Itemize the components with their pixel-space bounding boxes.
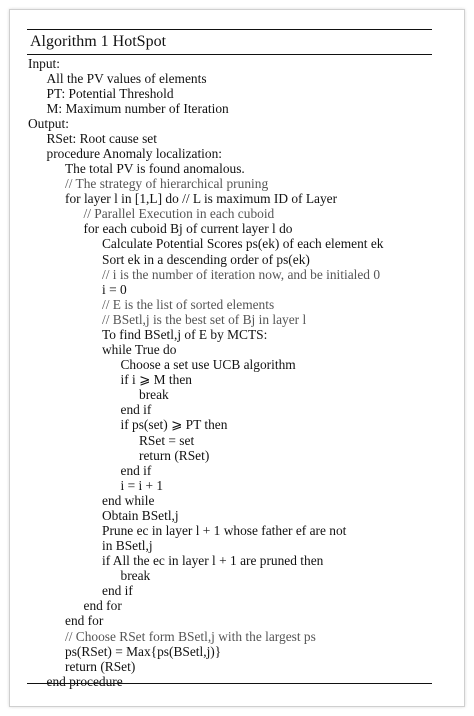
algorithm-line: ps(RSet) = Max{ps(BSetl,j)} [65, 643, 222, 659]
algorithm-line: M: Maximum number of Iteration [46, 100, 229, 116]
bottom-rule [27, 683, 432, 684]
algorithm-line: RSet: Root cause set [46, 130, 157, 146]
algorithm-comment-line: // The strategy of hierarchical pruning [65, 176, 269, 192]
algorithm-line: Obtain BSetl,j [102, 507, 179, 523]
algorithm-comment-line: // Choose RSet form BSetl,j with the largest ps [65, 628, 316, 644]
algorithm-line: procedure Anomaly localization: [46, 145, 223, 161]
algorithm-line: Calculate Potential Scores ps(ek) of each element ek [102, 236, 384, 252]
algorithm-line: end if [120, 402, 152, 418]
algorithm-line: break [139, 387, 169, 403]
algorithm-line: Choose a set use UCB algorithm [120, 357, 296, 373]
algorithm-line: Input: [28, 55, 60, 71]
algorithm-line: Sort ek in a descending order of ps(ek) [102, 251, 310, 267]
algorithm-line: if i ⩾ M then [120, 372, 192, 388]
algorithm-line: end while [102, 492, 155, 508]
algorithm-line: To find BSetl,j of E by MCTS: [102, 326, 268, 342]
title-rule [27, 54, 432, 55]
algorithm-line: RSet = set [139, 432, 195, 448]
algorithm-line: while True do [102, 342, 177, 358]
algorithm-line: PT: Potential Threshold [46, 85, 174, 101]
algorithm-line: end if [120, 462, 152, 478]
algorithm-line: for each cuboid Bj of current layer l do [83, 221, 293, 237]
algorithm-line: The total PV is found anomalous. [65, 161, 245, 177]
algorithm-comment-line: // i is the number of iteration now, and be initialed 0 [102, 266, 381, 282]
algorithm-line: Output: [28, 115, 69, 131]
algorithm-line: end if [102, 583, 133, 599]
algorithm-line: Prune ec in layer l + 1 whose father ef are not [102, 522, 347, 538]
algorithm-line: i = 0 [102, 281, 127, 297]
algorithm-line: All the PV values of elements [46, 70, 207, 86]
algorithm-line: end for [65, 613, 104, 629]
algorithm-line: return (RSet) [139, 447, 210, 463]
algorithm-line: i = i + 1 [120, 477, 164, 493]
algorithm-line: break [120, 568, 151, 584]
algorithm-line: return (RSet) [65, 658, 136, 674]
algorithm-line: if ps(set) ⩾ PT then [120, 417, 228, 433]
algorithm-line: in BSetl,j [102, 538, 153, 554]
algorithm-comment-line: // E is the list of sorted elements [102, 296, 275, 312]
algorithm-title: Algorithm 1 HotSpot [30, 33, 167, 50]
algorithm-line: end procedure [46, 673, 123, 689]
algorithm-line: end for [83, 598, 122, 614]
algorithm-line: for layer l in [1,L] do // L is maximum ID of Layer [65, 191, 338, 207]
top-rule [27, 29, 432, 30]
algorithm-comment-line: // BSetl,j is the best set of Bj in layer l [102, 311, 307, 327]
algorithm-line: if All the ec in layer l + 1 are pruned then [102, 553, 324, 569]
algorithm-comment-line: // Parallel Execution in each cuboid [83, 206, 275, 222]
